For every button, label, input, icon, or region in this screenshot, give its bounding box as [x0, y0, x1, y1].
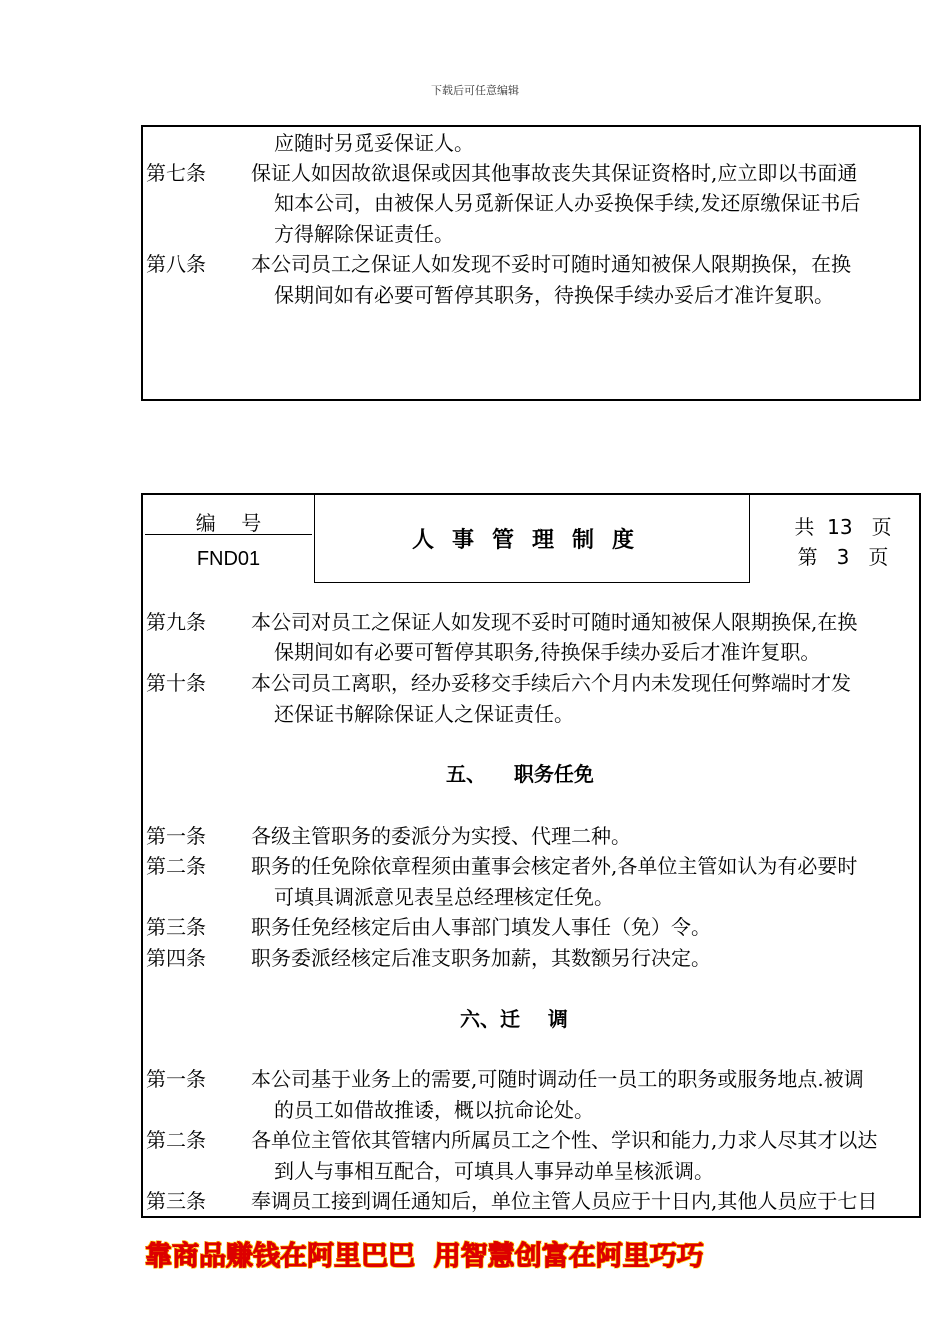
article-number: 第二条	[146, 1128, 206, 1152]
document-code-cell	[143, 495, 314, 583]
article-number: 第九条	[146, 610, 206, 634]
article-number: 第四条	[146, 946, 206, 970]
article-number: 第七条	[146, 161, 206, 185]
document-page-box	[141, 493, 921, 1218]
section-heading: 五、 职务任免	[446, 762, 594, 786]
article-number: 第十条	[146, 671, 206, 695]
article-line: 保期间如有必要可暂停其职务，待换保手续办妥后才准许复职。	[274, 283, 834, 307]
article-line: 还保证书解除保证人之保证责任。	[274, 702, 574, 726]
article-line: 可填具调派意见表呈总经理核定任免。	[274, 885, 614, 909]
article-line: 到人与事相互配合，可填具人事异动单呈核派调。	[274, 1159, 714, 1183]
article-line: 知本公司，由被保人另觅新保证人办妥换保手续,发还原缴保证书后	[274, 191, 861, 215]
document-code: FND01	[196, 548, 261, 570]
article-line: 本公司基于业务上的需要,可随时调动任一员工的职务或服务地点.被调	[251, 1067, 864, 1091]
article-line: 本公司员工之保证人如发现不妥时可随时通知被保人限期换保，在换	[251, 252, 851, 276]
article-number: 第八条	[146, 252, 206, 276]
promo-banner: 靠商品赚钱在阿里巴巴 用智慧创富在阿里巧巧	[145, 1241, 704, 1272]
article-number: 第三条	[146, 915, 206, 939]
article-line: 应随时另觅妥保证人。	[274, 131, 474, 155]
article-box-continued	[141, 125, 921, 401]
article-line: 的员工如借故推诿，概以抗命论处。	[274, 1098, 594, 1122]
article-line: 各单位主管依其管辖内所属员工之个性、学识和能力,力求人尽其才以达	[251, 1128, 878, 1152]
article-line: 各级主管职务的委派分为实授、代理二种。	[251, 824, 631, 848]
article-number: 第三条	[146, 1189, 206, 1213]
article-line: 职务的任免除依章程须由董事会核定者外,各单位主管如认为有必要时	[251, 854, 858, 878]
article-line: 本公司对员工之保证人如发现不妥时可随时通知被保人限期换保,在换	[251, 610, 858, 634]
current-page: 第 3 页	[797, 545, 889, 569]
article-line: 保证人如因故欲退保或因其他事故丧失其保证资格时,应立即以书面通	[251, 161, 858, 185]
article-line: 方得解除保证责任。	[274, 222, 454, 246]
document-title: 人事管理制度	[314, 495, 750, 583]
code-label: 编 号	[195, 511, 262, 535]
article-line: 本公司员工离职，经办妥移交手续后六个月内未发现任何弊端时才发	[251, 671, 851, 695]
article-number: 第一条	[146, 824, 206, 848]
section-heading: 六、迁 调	[460, 1007, 568, 1031]
article-number: 第一条	[146, 1067, 206, 1091]
total-pages: 共 13 页	[794, 515, 892, 539]
article-number: 第二条	[146, 854, 206, 878]
article-line: 奉调员工接到调任通知后，单位主管人员应于十日内,其他人员应于七日	[251, 1189, 878, 1213]
top-note: 下载后可任意编辑	[431, 84, 519, 97]
divider	[145, 534, 312, 535]
article-line: 职务任免经核定后由人事部门填发人事任（免）令。	[251, 915, 711, 939]
article-line: 职务委派经核定后准支职务加薪，其数额另行决定。	[251, 946, 711, 970]
article-line: 保期间如有必要可暂停其职务,待换保手续办妥后才准许复职。	[274, 640, 821, 664]
